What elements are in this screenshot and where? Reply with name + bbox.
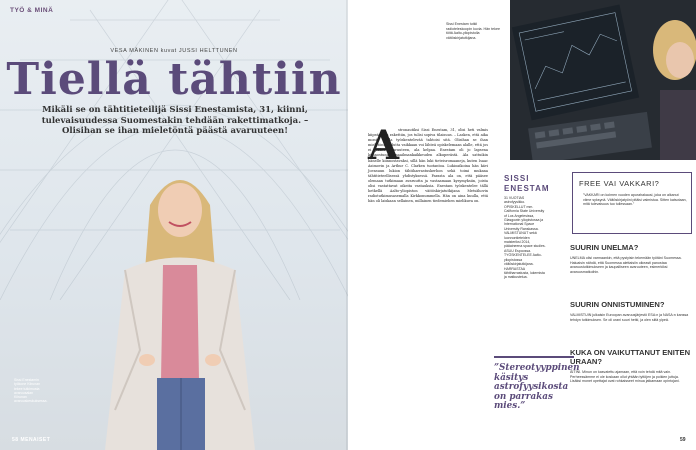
folio-right: 59: [680, 437, 686, 443]
headline: Tiellä tähtiin: [6, 54, 342, 105]
qa-question-2: SUURIN ONNISTUMINEN?: [570, 300, 665, 309]
article-column-1: stronautiksi Sissi Enestam, 31, olisi heti valmis kiipeämään rakettiin, jos tulisi sopiva tilaisuus. – Lasken, että aika monta alalla työskentelevää tahtoisi sitä. Olisihan se ihan mieletöntä! Mutta vaikkaan voi lähteä opiskelemaan alalle, että jos ei pääse avaruuteen, ala kelpaa. Enestam oli jo lapsena kiinnostunut maailmankaikkeuden alkuperästä. Ala sattuikin hänelle kiinnostavaksi, sillä hän luki tieteisromaaneja, kuten Isaac Asimovin ja Arthur C. Clarken tuotantoa. Lukioaikoina hän kävi Joensuun lukion tähtiharrastuskerhon sekä toimi mukana tähtitieteellisessä yhdistyksessä. Parasta ala on, että pääsee olemaan tutkimaan avaruutta ja vastaamaan kysymyksiin, joista olisi vastattavat oikeita vastauksia. Enestam työskentelee tällä hetkellä Aalto-yliopiston väitöskirjatutkijana Metsähovin radiotutkimusasemalla Kirkkonummella. Hän on aina kuulla, että hän oli laiskaan sellainen, millainen tiedemiehen mielikuva on.: [368, 128, 488, 204]
workstation-illustration: [510, 0, 696, 160]
byline: VESA MÄKINEN kuvat JUSSI HELTTUNEN: [110, 48, 238, 54]
portrait-photo: [95, 150, 265, 450]
pull-quote-rule: [494, 356, 574, 358]
qa-answer-1: UNELMA olisi varmaankin, että pystyisin tekemään työtäni Suomessa. Haluaisin nähdä, että Suomessa alettaisiin oikeasti panostaa avaruustutkimukseen ja kaupalliseen avaruuteen, esimerkiksi avaruusmatkoihin.: [570, 256, 682, 274]
lede: Mikäli se on tähtitieteilijä Sissi Enestamista, 31, kiinni, tulevaisuudessa Suomestakin tehdään rakettimatkoja. – Olisihan se ihan mieletöntä päästä avaruuteen!: [41, 105, 309, 136]
qa-answer-3: ÄITINI. Minun on kasvatettu ajamaan, että voin tehdä mitä vain. Perheessämme ei ole koskaan ollut yhtään tyttöjen ja poikien juttuja. Lisäksi monet opettajat ovat rohkaisseet minua jatkamaan opintojani.: [570, 370, 680, 384]
free-vai-vakkari-box: [572, 172, 692, 234]
workstation-photo: [510, 0, 696, 160]
qa-answer-2: VALMISTUIN julkaisin Euroopan avaruusjärjestö ESA:n ja NASA:n kanssa tehdyn tutkimuksen. Se oli urani suuri hetki, ja olen siitä ylpeä.: [570, 313, 689, 322]
pull-quote: ”Stereotyyppinen käsitys astrofyysikosta on parrakas mies.”: [494, 363, 580, 412]
box-text: ”VAKKARI on kolmen vuoden apurahakausi, joka on alkanut viime syksynä. Väitöskirjatyöni pitäisi valmistua. Sitten katsotaan, mitä tulevaisuus tuo tullessaan.”: [583, 193, 687, 206]
box-title: FREE VAI VAKKARI?: [579, 179, 660, 188]
section-label: TYÖ & MINÄ: [10, 7, 54, 14]
drop-cap: A: [368, 122, 400, 169]
qa-question-1: SUURIN UNELMA?: [570, 243, 639, 252]
photo-caption-right: Sissi Enestam tutkii radioteleskoopin kuvia. Hän tekee töitä Aalto-yliopistolla väitöskirjatutkijana.: [446, 22, 500, 40]
profile-title: SISSI ENESTAM: [504, 174, 550, 193]
photo-caption-left: Sissi Enestamin työkone Kiirunan tekee tutkimusta avaruusalan Kiirunan avaruuskeskuksessa.: [14, 378, 48, 404]
qa-question-3: KUKA ON VAIKUTTANUT ENITEN URAAN?: [570, 348, 691, 366]
folio-left: 58 MENAISET: [12, 437, 51, 443]
profile-body: 31 VUOTIAS astrofyysikko. OPISKELLUT mm. California State University of Los Angelesissa, Glasgowin yliopistossa ja International Space University Ranskassa. VALMISTUNUT sekä luonnontieteiden maisteriksi 2014, pääaineena space studies. ASUU Espoossa. TYÖSKENTELEE Aalto-yliopistossa väitöskirjatutkijana. HARRASTAA tähtiharrastusta, lukemista ja matkustelua.: [504, 196, 546, 280]
